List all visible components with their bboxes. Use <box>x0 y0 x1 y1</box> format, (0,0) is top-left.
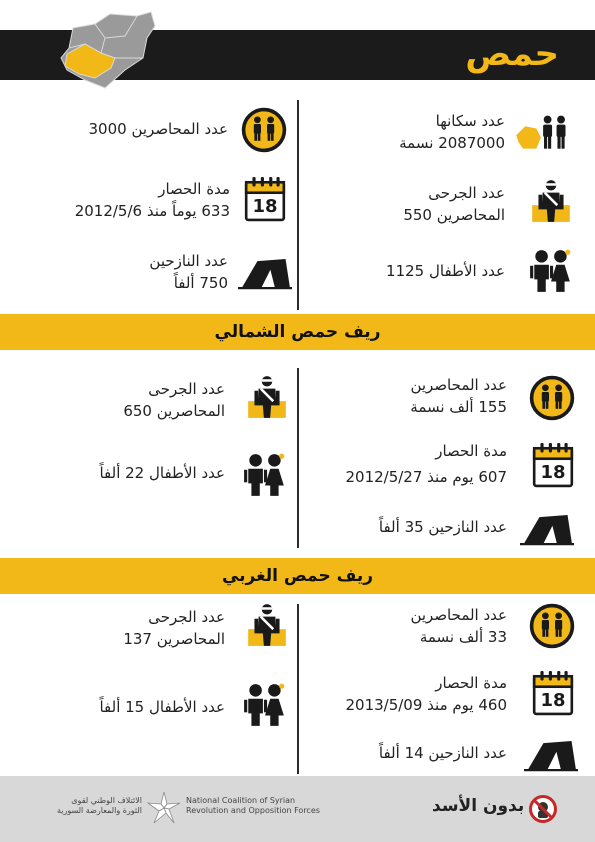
column-divider <box>297 368 299 548</box>
tent-icon <box>238 254 292 292</box>
section-band-west <box>0 558 595 594</box>
page-title: حمص <box>465 34 559 74</box>
west-displaced-stat: عدد النازحين 14 ألفاً <box>378 744 507 762</box>
calendar-icon: 18 <box>532 442 574 488</box>
north-besieged-stat: عدد المحاصرين 155 ألف نسمة <box>410 376 507 416</box>
besieged-people-icon <box>240 106 288 154</box>
wounded-icon <box>246 374 288 420</box>
wounded-icon <box>246 602 288 648</box>
west-besieged-stat: عدد المحاصرين 33 ألف نسمة <box>410 606 507 646</box>
besieged-people-icon <box>528 602 576 650</box>
calendar-icon: 18 <box>532 670 574 716</box>
homs-population-stat: عدد سكانها 2087000 نسمة <box>399 112 505 152</box>
west-siege-stat: مدة الحصار 460 يوم منذ 2013/5/09 <box>345 674 507 714</box>
homs-besieged-stat: عدد المحاصرين 3000 <box>88 120 228 138</box>
homs-wounded-stat: عدد الجرحى المحاصرين 550 <box>403 184 505 224</box>
tent-icon <box>520 510 574 548</box>
north-displaced-stat: عدد النازحين 35 ألفاً <box>378 518 507 536</box>
north-wounded-stat: عدد الجرحى المحاصرين 650 <box>123 380 225 420</box>
children-icon <box>242 452 288 498</box>
coalition-star-logo-icon <box>146 790 182 826</box>
syria-map-icon <box>55 8 160 93</box>
section-band-north <box>0 314 595 350</box>
calendar-icon: 18 <box>244 176 286 222</box>
section-title-north: ريف حمص الشمالي <box>214 322 381 342</box>
north-siege-stat: مدة الحصار 607 يوم منذ 2012/5/27 <box>345 442 507 486</box>
children-icon <box>242 682 288 728</box>
section-title-west: ريف حمص الغربي <box>221 566 374 586</box>
coalition-name-arabic: الائتلاف الوطني لقوى الثورة والمعارضة السورية <box>56 796 142 815</box>
children-icon <box>528 248 574 294</box>
column-divider <box>297 604 299 774</box>
coalition-name-english: National Coalition of Syrian Revolution and Opposition Forces <box>186 796 320 815</box>
west-children-stat: عدد الأطفال 15 ألفاً <box>99 698 225 716</box>
population-icon <box>514 110 570 156</box>
wounded-icon <box>530 178 572 224</box>
homs-siege-stat: مدة الحصار 633 يوماً منذ 2012/5/6 <box>74 180 230 220</box>
west-wounded-stat: عدد الجرحى المحاصرين 137 <box>123 608 225 648</box>
homs-children-stat: عدد الأطفال 1125 <box>386 262 505 280</box>
column-divider <box>297 100 299 310</box>
no-assad-logo-icon <box>528 794 558 824</box>
tent-icon <box>524 736 578 774</box>
north-children-stat: عدد الأطفال 22 ألفاً <box>99 464 225 482</box>
besieged-people-icon <box>528 374 576 422</box>
campaign-logo-text: بدون الأسد <box>432 796 525 816</box>
homs-displaced-stat: عدد النازحين 750 ألفاً <box>149 252 228 292</box>
